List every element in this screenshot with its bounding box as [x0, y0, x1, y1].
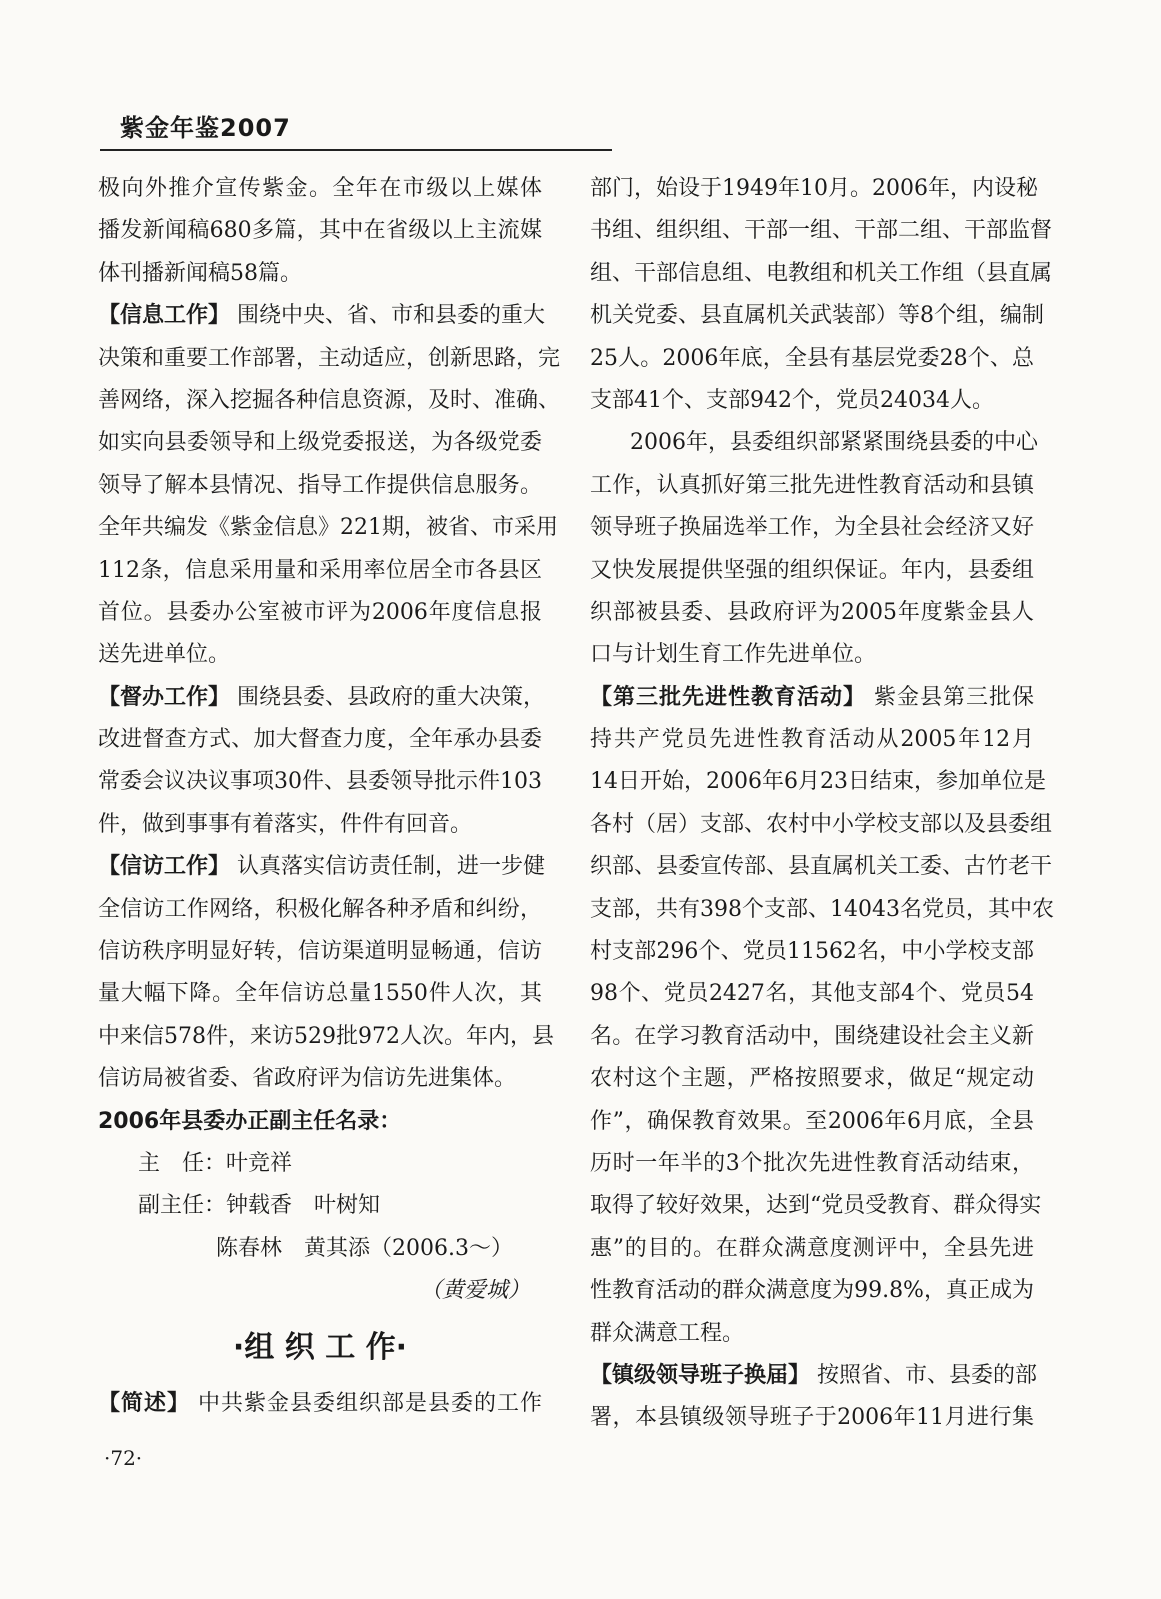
text-line: 25人。2006年底，全县有基层党委28个、总: [590, 345, 1034, 371]
section-lead-advanced-education: 【第三批先进性教育活动】 紫金县第三批保: [590, 684, 1034, 710]
section-lead-info-work: 【信息工作】 围绕中央、省、市和县委的重大: [98, 303, 546, 329]
text-line: 极向外推介宣传紫金。全年在市级以上媒体: [98, 176, 542, 201]
text-line: 农村这个主题，严格按照要求，做足“规定动: [590, 1066, 1034, 1092]
text-line: 体刊播新闻稿58篇。: [98, 260, 302, 286]
text-line: 全信访工作网络，积极化解各种矛盾和纠纷，: [98, 896, 542, 922]
text-line: 支部，共有398个支部、14043名党员，其中农: [590, 896, 1054, 922]
section-tag: 【信息工作】: [98, 303, 231, 329]
left-column: [98, 168, 561, 1425]
deputy-director-entry: 副主任：钟载香 叶树知: [138, 1193, 381, 1219]
text-line: 决策和重要工作部署，主动适应，创新思路，完: [98, 345, 561, 371]
section-lead-petition-work: 【信访工作】 认真落实信访责任制，进一步健: [98, 854, 546, 880]
header-rule: [100, 149, 612, 151]
section-tag: 【督办工作】: [98, 684, 231, 710]
section-tag: 【信访工作】: [98, 854, 231, 880]
text-line: 信访局被省委、省政府评为信访先进集体。: [98, 1066, 517, 1092]
text-line: 署，本县镇级领导班子于2006年11月进行集: [590, 1405, 1034, 1431]
text-line: 14日开始，2006年6月23日结束，参加单位是: [590, 769, 1046, 795]
section-tag: 【第三批先进性教育活动】: [590, 684, 866, 710]
page-number: ·72·: [104, 1446, 143, 1470]
section-tag: 【简述】: [98, 1390, 190, 1416]
text-line: 善网络，深入挖掘各种信息资源，及时、准确、: [98, 387, 561, 413]
text-line: 中来信578件，来访529批972人次。年内，县: [98, 1023, 554, 1049]
text-line: 历时一年半的3个批次先进性教育活动结束，: [590, 1150, 1034, 1176]
text-line: 改进督查方式、加大督查力度，全年承办县委: [98, 727, 542, 753]
text-line: 工作，认真抓好第三批先进性教育活动和县镇: [590, 472, 1034, 498]
section-lead-town-leadership-election: 【镇级领导班子换届】 按照省、市、县委的部: [590, 1362, 1038, 1388]
text-line: 机关党委、县直属机关武装部）等8个组，编制: [590, 303, 1044, 329]
section-title-organization-work: ·组 织 工 作·: [232, 1329, 408, 1365]
text-line: 件，做到事事有着落实，件件有回音。: [98, 811, 473, 837]
text-line: 织部、县委宣传部、县直属机关工委、古竹老干: [590, 854, 1053, 880]
section-lead-overview: 【简述】 中共紫金县委组织部是县委的工作: [98, 1390, 542, 1416]
text-line: 常委会议决议事项30件、县委领导批示件103: [98, 769, 542, 795]
text-line: 织部被县委、县政府评为2005年度紫金县人: [590, 599, 1034, 625]
section-lead-supervision-work: 【督办工作】 围绕县委、县政府的重大决策，: [98, 684, 546, 710]
text-line: 2006年，县委组织部紧紧围绕县委的中心: [630, 430, 1038, 456]
right-column: [590, 168, 1054, 1440]
text-line: 支部41个、支部942个，党员24034人。: [590, 387, 994, 413]
text-line: 名。在学习教育活动中，围绕建设社会主义新: [590, 1023, 1034, 1049]
text-line: 信访秩序明显好转，信访渠道明显畅通，信访: [98, 939, 542, 965]
deputy-director-entry-continued: 陈春林 黄其添（2006.3～）: [216, 1235, 513, 1261]
text-line: 送先进单位。: [98, 642, 231, 668]
text-line: 全年共编发《紫金信息》221期，被省、市采用: [98, 515, 558, 541]
text-line: 部门，始设于1949年10月。2006年，内设秘: [590, 176, 1038, 201]
text-line: 播发新闻稿680多篇，其中在省级以上主流媒: [98, 218, 542, 244]
text-line: 领导了解本县情况、指导工作提供信息服务。: [98, 472, 542, 498]
text-line: 作”，确保教育效果。至2006年6月底，全县: [590, 1108, 1034, 1134]
text-line: 112条，信息采用量和采用率位居全市各县区: [98, 557, 542, 583]
director-entry: 主 任：叶竞祥: [138, 1150, 293, 1176]
text-line: 村支部296个、党员11562名，中小学校支部: [590, 939, 1034, 965]
text-line: 量大幅下降。全年信访总量1550件人次，其: [98, 981, 542, 1007]
text-line: 首位。县委办公室被市评为2006年度信息报: [98, 599, 542, 625]
text-line: 取得了较好效果，达到“党员受教育、群众得实: [590, 1193, 1042, 1219]
text-line: 又快发展提供坚强的组织保证。年内，县委组: [590, 557, 1034, 583]
text-line: 口与计划生育工作先进单位。: [590, 642, 877, 668]
text-line: 群众满意工程。: [590, 1320, 745, 1346]
text-line: 领导班子换届选举工作，为全县社会经济又好: [590, 515, 1034, 541]
text-line: 98个、党员2427名，其他支部4个、党员54: [590, 981, 1034, 1007]
text-line: 持共产党员先进性教育活动从2005年12月: [590, 727, 1034, 753]
author-signature: （黄爱城）: [419, 1278, 530, 1304]
text-line: 各村（居）支部、农村中小学校支部以及县委组: [590, 811, 1053, 837]
text-line: 惠”的目的。在群众满意度测评中，全县先进: [590, 1235, 1034, 1261]
text-line: 性教育活动的群众满意度为99.8%，真正成为: [590, 1278, 1034, 1304]
running-header: 紫金年鉴2007: [120, 114, 291, 142]
text-line: 组、干部信息组、电教组和机关工作组（县直属: [590, 260, 1053, 286]
text-line: 如实向县委领导和上级党委报送，为各级党委: [98, 430, 542, 456]
director-list-heading: 2006年县委办正副主任名录：: [98, 1108, 402, 1134]
section-tag: 【镇级领导班子换届】: [590, 1362, 811, 1388]
text-line: 书组、组织组、干部一组、干部二组、干部监督: [590, 218, 1053, 244]
